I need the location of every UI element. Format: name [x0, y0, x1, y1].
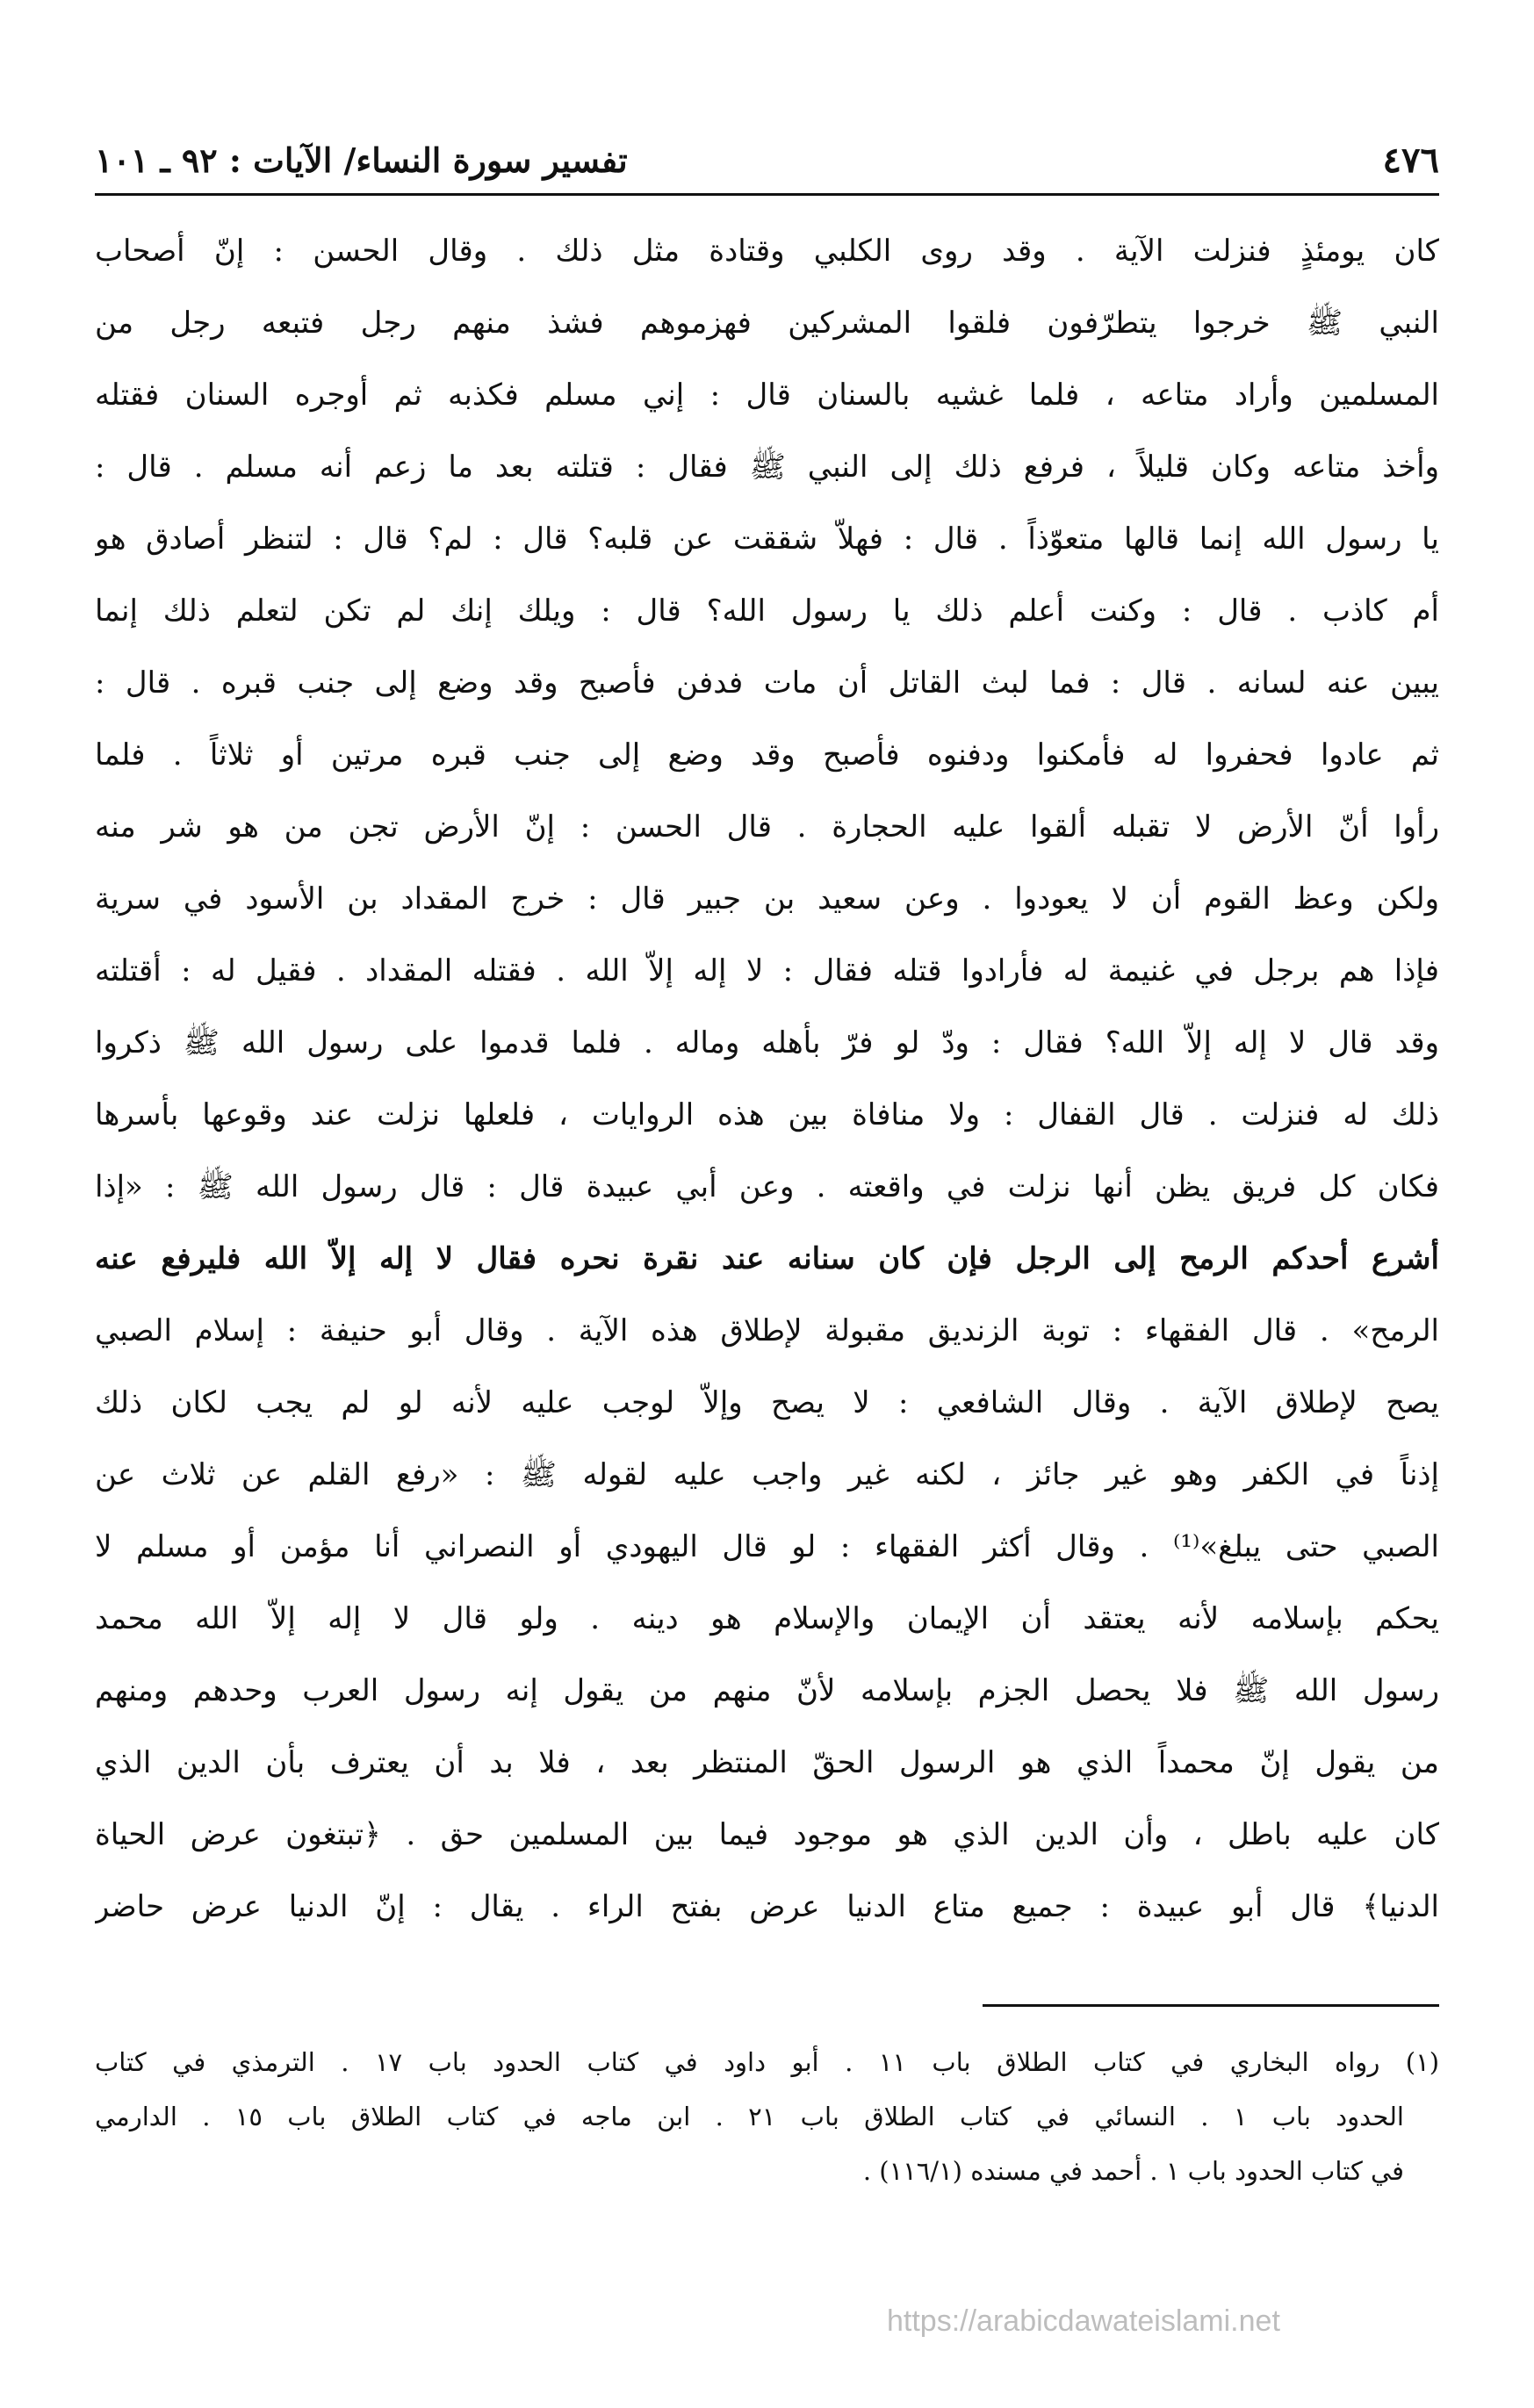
text-line: وأخذ متاعه وكان قليلاً ، فرفع ذلك إلى النبي ﷺ فقال : قتلته بعد ما زعم أنه مسلم . قال : [95, 449, 1439, 485]
text-line: رأوا أنّ الأرض لا تقبله ألقوا عليه الحجارة . قال الحسن : إنّ الأرض تجن من هو شر منه [95, 809, 1439, 845]
text-line: فكان كل فريق يظن أنها نزلت في واقعته . وعن أبي عبيدة قال : قال رسول الله ﷺ : «إذا [95, 1169, 1439, 1204]
footnote-rule [983, 2004, 1439, 2007]
text-line: ثم عادوا فحفروا له فأمكنوا ودفنوه فأصبح وقد وضع إلى جنب قبره مرتين أو ثلاثاً . فلما [95, 737, 1439, 773]
text-line: يبين عنه لسانه . قال : فما لبث القاتل أن مات فدفن فأصبح وقد وضع إلى جنب قبره . قال : [95, 665, 1439, 701]
main-text [95, 215, 1439, 1943]
text-line: النبي ﷺ خرجوا يتطرّفون فلقوا المشركين فهزموهم فشذ منهم رجل فتبعه رجل من [95, 305, 1439, 341]
text-line: وقد قال لا إله إلاّ الله؟ فقال : ودّ لو فرّ بأهله وماله . فلما قدموا على رسول الله ﷺ ذكروا [95, 1025, 1439, 1060]
running-head [95, 130, 1439, 191]
text-line: يصح لإطلاق الآية . وقال الشافعي : لا يصح وإلاّ لوجب عليه لأنه لو لم يجب لكان ذلك [95, 1385, 1439, 1420]
text-line: ولكن وعظ القوم أن لا يعودوا . وعن سعيد بن جبير قال : خرج المقداد بن الأسود في سرية [95, 881, 1439, 916]
text-line: من يقول إنّ محمداً الذي هو الرسول الحقّ المنتظر بعد ، فلا بد أن يعترف بأن الدين الذي [95, 1745, 1439, 1780]
text-line: الرمح» . قال الفقهاء : توبة الزنديق مقبولة لإطلاق هذه الآية . وقال أبو حنيفة : إسلام الصبي [95, 1313, 1439, 1348]
text-line: أشرع أحدكم الرمح إلى الرجل فإن كان سنانه عند نقرة نحره فقال لا إله إلاّ الله فليرفع عنه [95, 1241, 1439, 1276]
text-line: ذلك له فنزلت . قال القفال : ولا منافاة بين هذه الروايات ، فلعلها نزلت عند وقوعها بأسرها [95, 1097, 1439, 1132]
text-line: الصبي حتى يبلغ»⁽¹⁾ . وقال أكثر الفقهاء : لو قال اليهودي أو النصراني أنا مؤمن أو مسلم لا [95, 1529, 1439, 1564]
footnote-line: الحدود باب ١ . النسائي في كتاب الطلاق باب ٢١ . ابن ماجه في كتاب الطلاق باب ١٥ . الدارمي [95, 2102, 1404, 2131]
text-line: كان عليه باطل ، وأن الدين الذي هو موجود فيما بين المسلمين حق . ﴿تبتغون عرض الحياة [95, 1817, 1439, 1852]
text-line: الدنيا﴾ قال أبو عبيدة : جميع متاع الدنيا عرض بفتح الراء . يقال : إنّ الدنيا عرض حاضر [95, 1889, 1439, 1924]
text-line: كان يومئذٍ فنزلت الآية . وقد روى الكلبي وقتادة مثل ذلك . وقال الحسن : إنّ أصحاب [95, 234, 1439, 269]
text-line: يحكم بإسلامه لأنه يعتقد أن الإيمان والإسلام هو دينه . ولو قال لا إله إلاّ الله محمد [95, 1601, 1439, 1636]
text-line: رسول الله ﷺ فلا يحصل الجزم بإسلامه لأنّ منهم من يقول إنه رسول العرب وحدهم ومنهم [95, 1673, 1439, 1708]
watermark-url: https://arabicdawateislami.net [887, 2304, 1280, 2338]
text-line: إذناً في الكفر وهو غير جائز ، لكنه غير واجب عليه لقوله ﷺ : «رفع القلم عن ثلاث عن [95, 1457, 1439, 1492]
text-line: فإذا هم برجل في غنيمة له فأرادوا قتله فقال : لا إله إلاّ الله . فقتله المقداد . فقيل له : أقتلته [95, 953, 1439, 988]
header-rule [95, 193, 1439, 196]
text-line: أم كاذب . قال : وكنت أعلم ذلك يا رسول الله؟ قال : ويلك إنك لم تكن لتعلم ذلك إنما [95, 593, 1439, 629]
text-line: يا رسول الله إنما قالها متعوّذاً . قال : فهلاّ شققت عن قلبه؟ قال : لم؟ قال : لتنظر أصادق هو [95, 521, 1439, 557]
section-title: تفسير سورة النساء/ الآيات : ٩٢ ـ ١٠١ [95, 140, 628, 180]
page-number: ٤٧٦ [1382, 140, 1439, 181]
text-line: المسلمين وأراد متاعه ، فلما غشيه بالسنان قال : إني مسلم فكذبه ثم أوجره السنان فقتله [95, 377, 1439, 413]
footnote-line: في كتاب الحدود باب ١ . أحمد في مسنده (١١٦/١) . [862, 2156, 1404, 2186]
footnote-line: (١) رواه البخاري في كتاب الطلاق باب ١١ . أبو داود في كتاب الحدود باب ١٧ . الترمذي في كتاب [95, 2047, 1439, 2077]
footnotes [95, 2035, 1439, 2198]
